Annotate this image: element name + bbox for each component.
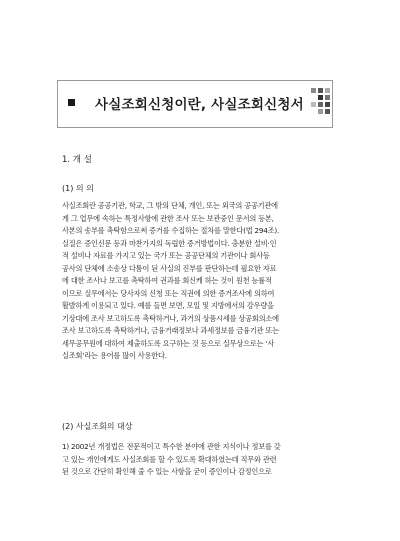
text-line: 사실조회란 공공기관, 학교, 그 밖의 단체, 개인, 또는 외국의 공공기관에 <box>62 201 278 210</box>
grid-decoration-icon <box>311 88 333 118</box>
paragraph-meaning <box>62 200 338 363</box>
text-line: 이므로 실무에서는 당사자의 신청 또는 직권에 의한 증거조사에 의하여 <box>62 288 275 298</box>
document-title: 사실조회신청이란, 사실조회신청서 <box>95 97 304 113</box>
text-line: 활발하게 이용되고 있다. 예를 들면 보면, 모일 및 지방에서의 강우량을 <box>62 301 274 310</box>
paragraph-scope <box>62 441 338 479</box>
subsection-heading-meaning: (1) 의 의 <box>62 184 94 193</box>
text-line: 사본의 송부를 촉탁함으로써 증거를 수집하는 절차를 말한다(법 294조). <box>62 226 280 235</box>
text-line: 1) 2002년 개정법은 전문적이고 특수한 분야에 관한 지식이나 정보를 갖 <box>62 442 281 451</box>
text-line: 세무공무원에 대하여 제출하도록 요구하는 것 등으로 실무상으로는 ‘사 <box>62 338 275 348</box>
title-bullet-icon <box>68 99 75 106</box>
text-line: 적 설비나 자료를 가지고 있는 국가 또는 공공단체의 기관이나 회사등 <box>62 251 270 260</box>
text-line: 게 그 업무에 속하는 특정사항에 관한 조사 또는 보관중인 문서의 등본, <box>62 213 274 223</box>
subsection-heading-scope: (2) 사실조회의 대상 <box>62 422 133 431</box>
text-line: 된 것으로 간단히 확인해 줄 수 있는 사항을 굳이 증인이나 감정인으로 <box>62 467 272 476</box>
section-heading-overview: 1. 개 설 <box>62 155 92 165</box>
text-line: 공사의 단체에 소송상 다툼이 된 사실의 진부를 판단하는데 필요한 자료 <box>62 263 277 273</box>
text-line: 조사 보고하도록 촉탁하거나, 금융거래정보나 과세정보를 금융기관 또는 <box>62 326 279 335</box>
text-line: 실조회’라는 용어를 많이 사용한다. <box>62 351 167 360</box>
text-line: 실질은 증인신문 등과 마찬가지의 독립한 증거방법이다. 충분한 설비·인 <box>62 238 277 248</box>
text-line: 기상대에 조사 보고하도록 촉탁하거나, 과거의 상품시세를 상공회의소에 <box>62 313 279 323</box>
text-line: 에 대한 조사나 보고를 촉탁하여 권과를 회신케 하는 것이 원천 능률적 <box>62 276 272 285</box>
text-line: 고 있는 개인에게도 사실조회를 할 수 있도록 확대하였는데 직무와 관련 <box>62 454 277 464</box>
